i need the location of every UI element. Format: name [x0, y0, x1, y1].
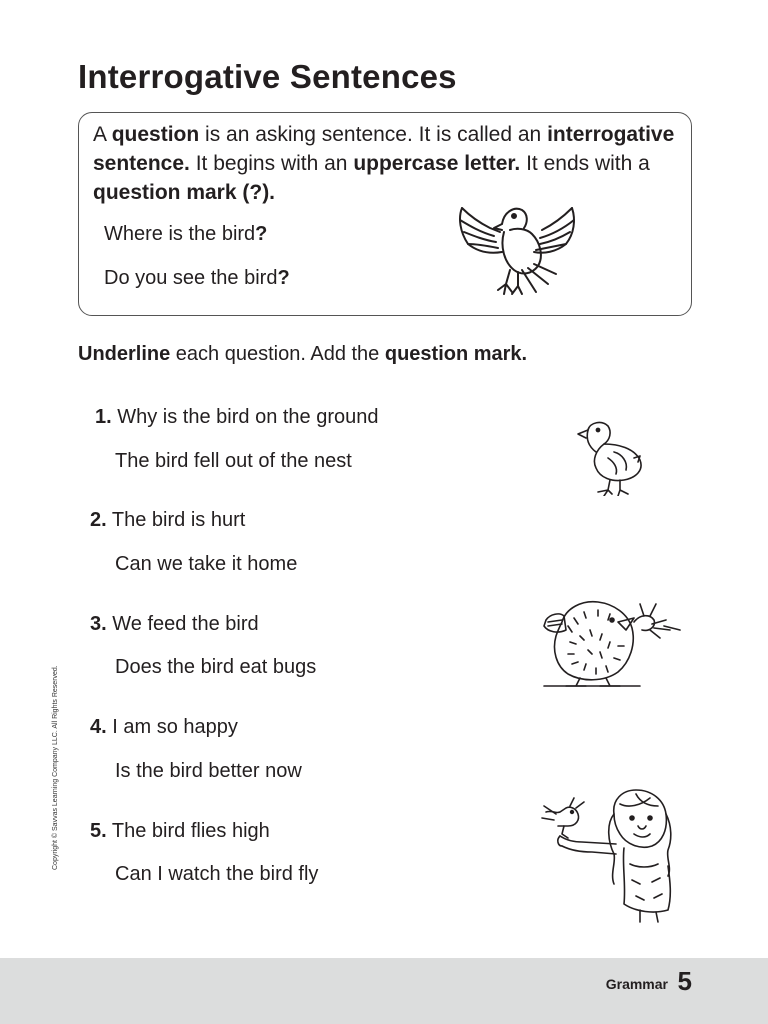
- rule-text-part: It begins with an: [189, 152, 354, 175]
- item-number: 4.: [90, 716, 107, 738]
- footer-section-label: Grammar: [605, 976, 668, 992]
- item-number: 1.: [95, 406, 112, 428]
- exercise-item-second: [115, 656, 316, 679]
- rule-text-part: It ends with a: [520, 152, 650, 175]
- item-sentence: Can we take it home: [115, 553, 298, 575]
- copyright-notice: Copyright © Savvas Learning Company LLC. All Rights Reserved.: [52, 665, 59, 870]
- item-sentence: I am so happy: [112, 716, 238, 738]
- item-sentence: We feed the bird: [112, 613, 259, 635]
- item-sentence: Can I watch the bird fly: [115, 863, 319, 885]
- example-sentence: [104, 267, 290, 290]
- item-sentence: Does the bird eat bugs: [115, 656, 317, 678]
- item-sentence: Is the bird better now: [115, 760, 302, 782]
- exercise-item-second: [115, 863, 318, 886]
- example-sentence: [104, 223, 267, 246]
- item-sentence: Why is the bird on the ground: [117, 406, 379, 428]
- rule-keyword-interrogative: interrogative sentence.: [93, 123, 675, 175]
- rule-keyword-question: question: [111, 123, 200, 146]
- item-sentence: The bird fell out of the nest: [115, 450, 352, 472]
- flying-bird-illustration: [456, 198, 578, 298]
- page-title: Interrogative Sentences: [78, 58, 457, 95]
- exercise-item-second: [115, 553, 297, 576]
- item-number: 2.: [90, 509, 107, 531]
- example-question-mark: ?: [277, 267, 290, 289]
- item-sentence: The bird flies high: [111, 820, 270, 842]
- rule-keyword-question-mark: question mark (?).: [93, 181, 276, 204]
- example-text: Where is the bird: [104, 223, 256, 245]
- instruction-keyword-underline: Underline: [78, 343, 171, 365]
- girl-with-bird-illustration: [540, 784, 686, 924]
- exercise-item-second: [115, 450, 352, 473]
- item-number: 5.: [90, 820, 107, 842]
- exercise-item-first: [90, 820, 270, 843]
- instruction-text: [78, 343, 527, 366]
- rule-text-part: A: [93, 123, 112, 146]
- rule-keyword-uppercase: uppercase letter.: [353, 152, 521, 175]
- bird-eating-bug-illustration: [540, 596, 686, 690]
- page-number: 5: [677, 966, 692, 996]
- rule-text-part: is an asking sentence. It is called an: [199, 123, 548, 146]
- item-sentence: The bird is hurt: [111, 509, 246, 531]
- instruction-text-part: each question. Add the: [170, 343, 385, 365]
- example-text: Do you see the bird: [104, 267, 278, 289]
- exercise-item-first: [95, 406, 379, 429]
- exercise-item-second: [115, 760, 302, 783]
- rule-text: [93, 120, 683, 207]
- item-number: 3.: [90, 613, 107, 635]
- exercise-item-first: [90, 613, 259, 636]
- chick-illustration: [574, 418, 646, 496]
- page-footer: [0, 958, 768, 1024]
- exercise-item-first: [90, 509, 245, 532]
- instruction-keyword-question-mark: question mark.: [384, 343, 528, 365]
- example-question-mark: ?: [255, 223, 268, 245]
- exercise-item-first: [90, 716, 238, 739]
